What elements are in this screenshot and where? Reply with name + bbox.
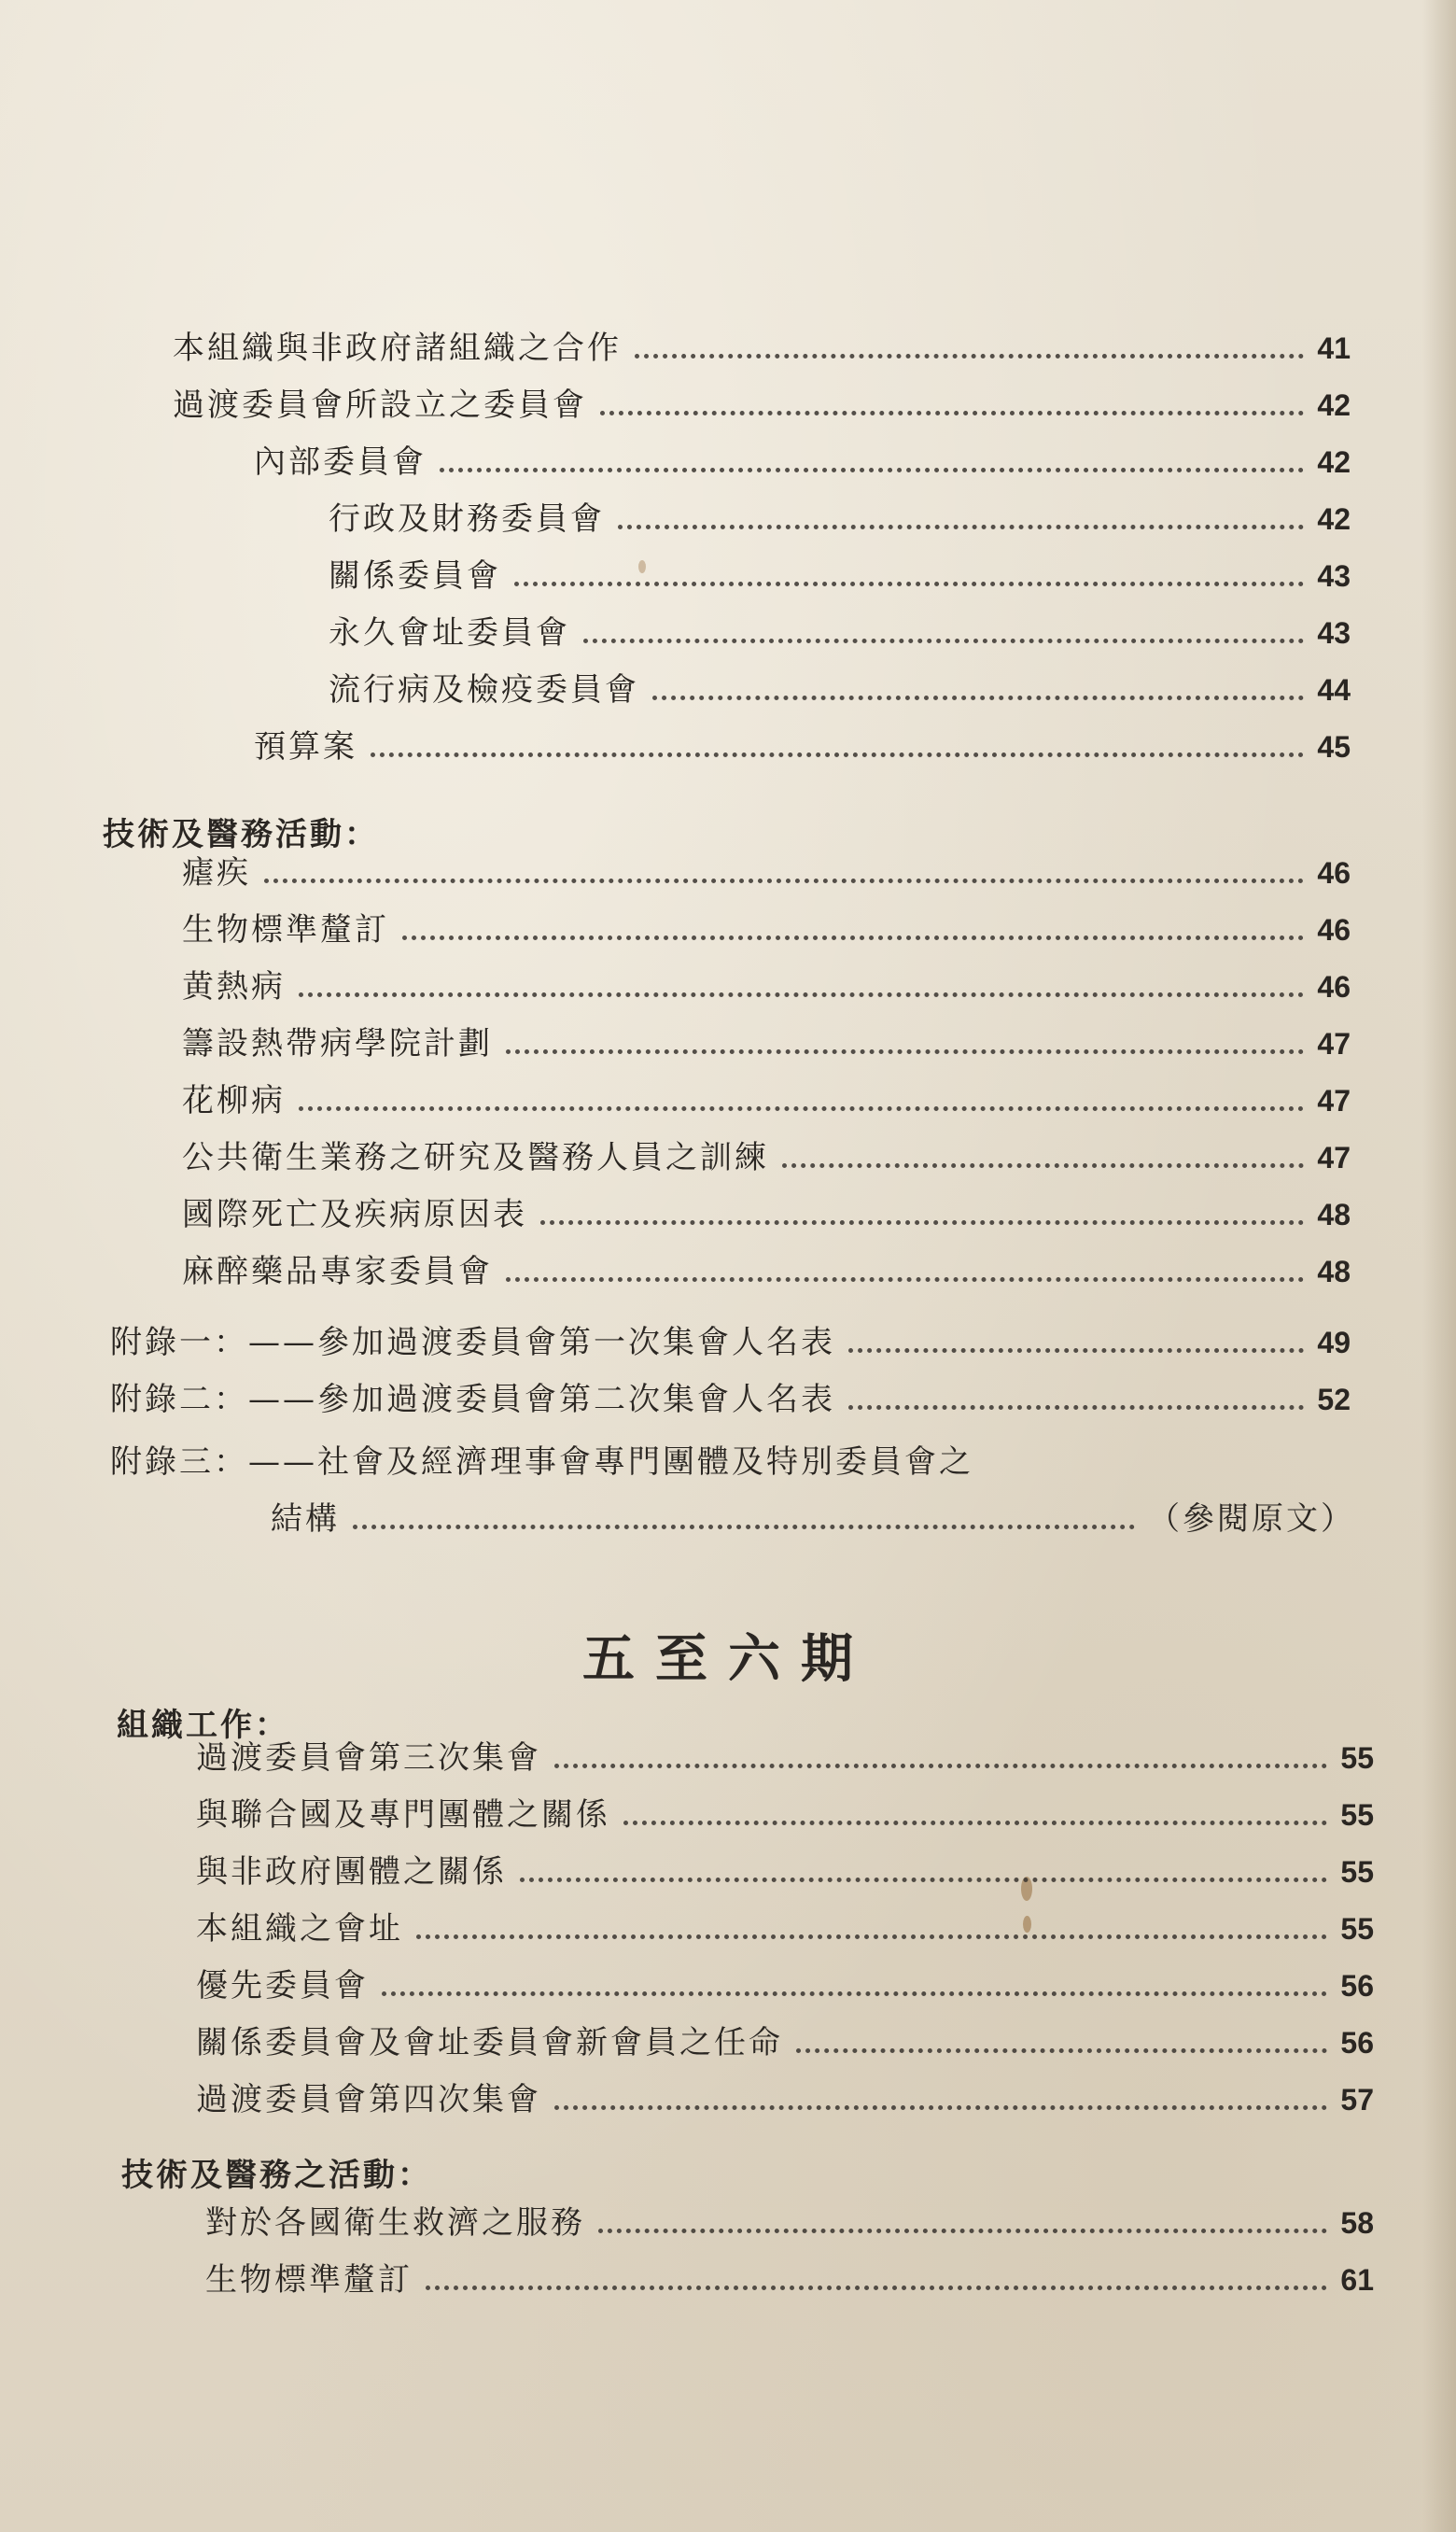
toc-entry-title: 本組織與非政府諸組織之合作 (173, 330, 622, 367)
toc-entry (182, 1132, 1351, 1176)
toc-entry-title: 對於各國衛生救濟之服務 (205, 2204, 585, 2242)
toc-appendix-line2 (271, 1493, 1355, 1538)
toc-entry-page: 43 (1317, 616, 1351, 650)
toc-entry (196, 2074, 1374, 2118)
toc-entry (196, 1789, 1374, 1834)
toc-entry (196, 2017, 1374, 2061)
toc-entry-title: 花柳病 (182, 1082, 286, 1119)
dot-leader (554, 1764, 1327, 1768)
toc-entry-page: 56 (1340, 1969, 1374, 2003)
dot-leader (635, 354, 1304, 359)
toc-entry (182, 1018, 1351, 1062)
toc-entry-page: 42 (1317, 502, 1351, 536)
page-edge-shadow (1422, 0, 1456, 2532)
toc-entry (182, 1075, 1351, 1119)
toc-entry-page: 41 (1317, 331, 1351, 365)
toc-entry-page: 56 (1340, 2026, 1374, 2060)
dot-leader (520, 1878, 1327, 1882)
toc-entry (182, 1245, 1351, 1290)
dot-leader (506, 1049, 1304, 1054)
dot-leader (299, 1106, 1304, 1111)
toc-appendix (110, 1316, 1351, 1361)
dot-leader (598, 2229, 1327, 2233)
toc-entry (196, 1903, 1374, 1948)
toc-entry-title: 本組織之會址 (196, 1910, 403, 1948)
toc-entry-title: 附錄一：——參加過渡委員會第一次集會人名表 (110, 1324, 835, 1361)
toc-entry-title: 永久會址委員會 (329, 614, 570, 652)
dot-leader (264, 879, 1304, 883)
toc-entry-title: 過渡委員會所設立之委員會 (173, 387, 587, 424)
toc-entry-title: 結構 (271, 1500, 340, 1538)
section-heading: 組織工作： (117, 1707, 289, 1744)
toc-entry-title: 與聯合國及專門團體之關係 (196, 1796, 610, 1834)
toc-entry (196, 1732, 1374, 1777)
toc-entry-title: 預算案 (254, 728, 357, 766)
dot-leader (506, 1277, 1304, 1282)
dot-leader (848, 1348, 1304, 1353)
dot-leader (426, 2286, 1327, 2290)
toc-entry (254, 721, 1351, 766)
dot-leader (353, 1525, 1135, 1529)
toc-entry-title: 生物標準釐訂 (182, 911, 389, 949)
toc-entry-page: 49 (1317, 1326, 1351, 1359)
toc-entry (182, 1189, 1351, 1233)
toc-entry (329, 550, 1351, 595)
toc-appendix-line1: 附錄三：——社會及經濟理事會專門團體及特別委員會之 (110, 1443, 973, 1481)
toc-entry-page: 55 (1340, 1741, 1374, 1775)
toc-entry (196, 1960, 1374, 2004)
dot-leader (652, 696, 1304, 700)
toc-entry-title: 流行病及檢疫委員會 (329, 671, 639, 709)
section-heading: 技術及醫務之活動： (121, 2157, 432, 2194)
toc-entry (254, 436, 1351, 481)
section-heading: 技術及醫務活動： (103, 816, 379, 853)
dot-leader (623, 1821, 1327, 1825)
toc-entry-page: 46 (1317, 970, 1351, 1004)
toc-entry-title: 附錄二：——參加過渡委員會第二次集會人名表 (110, 1381, 835, 1418)
toc-entry-page: 46 (1317, 856, 1351, 890)
toc-entry (182, 904, 1351, 949)
toc-entry-page: 48 (1317, 1198, 1351, 1231)
toc-entry (329, 664, 1351, 709)
toc-entry-page: 45 (1317, 730, 1351, 764)
dot-leader (514, 582, 1304, 586)
toc-entry (329, 493, 1351, 538)
toc-entry-title: 與非政府團體之關係 (196, 1853, 507, 1891)
toc-entry-title: 行政及財務委員會 (329, 500, 605, 538)
toc-entry-title: 關係委員會及會址委員會新會員之任命 (196, 2024, 783, 2061)
toc-entry-page: 55 (1340, 1798, 1374, 1832)
toc-entry-page: 55 (1340, 1912, 1374, 1946)
toc-entry (196, 1846, 1374, 1891)
dot-leader (299, 992, 1304, 997)
toc-entry-page: 42 (1317, 445, 1351, 479)
section-title: 五至六期 (582, 1628, 874, 1690)
toc-entry (205, 2254, 1374, 2299)
toc-entry-page: 48 (1317, 1255, 1351, 1288)
toc-entry-title: 瘧疾 (182, 854, 251, 892)
toc-entry-reference: （參閱原文） (1148, 1500, 1355, 1538)
dot-leader (402, 935, 1304, 940)
toc-entry-page: 58 (1340, 2206, 1374, 2240)
dot-leader (382, 1991, 1327, 1996)
dot-leader (540, 1220, 1304, 1225)
toc-entry-title: 內部委員會 (254, 443, 427, 481)
toc-entry (182, 847, 1351, 892)
toc-entry-title: 公共衛生業務之研究及醫務人員之訓練 (182, 1139, 769, 1176)
dot-leader (554, 2105, 1327, 2110)
toc-entry (329, 607, 1351, 652)
dot-leader (416, 1934, 1327, 1939)
toc-entry (173, 379, 1351, 424)
toc-entry-page: 57 (1340, 2083, 1374, 2117)
toc-entry (182, 961, 1351, 1006)
toc-entry-page: 52 (1317, 1383, 1351, 1416)
dot-leader (440, 468, 1304, 472)
toc-entry-page: 55 (1340, 1855, 1374, 1889)
dot-leader (782, 1163, 1304, 1168)
toc-entry-page: 47 (1317, 1084, 1351, 1118)
toc-entry-page: 47 (1317, 1141, 1351, 1175)
toc-entry-title: 優先委員會 (196, 1967, 369, 2004)
toc-entry-page: 42 (1317, 388, 1351, 422)
toc-entry-page: 61 (1340, 2263, 1374, 2297)
dot-leader (583, 639, 1304, 643)
toc-entry-title: 籌設熱帶病學院計劃 (182, 1025, 493, 1062)
toc-entry-page: 47 (1317, 1027, 1351, 1061)
toc-entry-title: 生物標準釐訂 (205, 2261, 413, 2299)
toc-entry-page: 43 (1317, 559, 1351, 593)
dot-leader (600, 411, 1304, 415)
dot-leader (371, 753, 1304, 757)
toc-entry (173, 322, 1351, 367)
toc-entry-title: 黄熱病 (182, 968, 286, 1006)
toc-entry-title: 關係委員會 (329, 557, 501, 595)
toc-entry-title: 過渡委員會第三次集會 (196, 1739, 541, 1777)
dot-leader (848, 1405, 1304, 1410)
toc-entry (205, 2197, 1374, 2242)
toc-entry-page: 46 (1317, 913, 1351, 947)
toc-entry-title: 過渡委員會第四次集會 (196, 2081, 541, 2118)
toc-entry-page: 44 (1317, 673, 1351, 707)
toc-entry-title: 麻醉藥品專家委員會 (182, 1253, 493, 1290)
toc-appendix (110, 1373, 1351, 1418)
toc-entry-title: 國際死亡及疾病原因表 (182, 1196, 527, 1233)
dot-leader (618, 525, 1304, 529)
dot-leader (796, 2048, 1327, 2053)
